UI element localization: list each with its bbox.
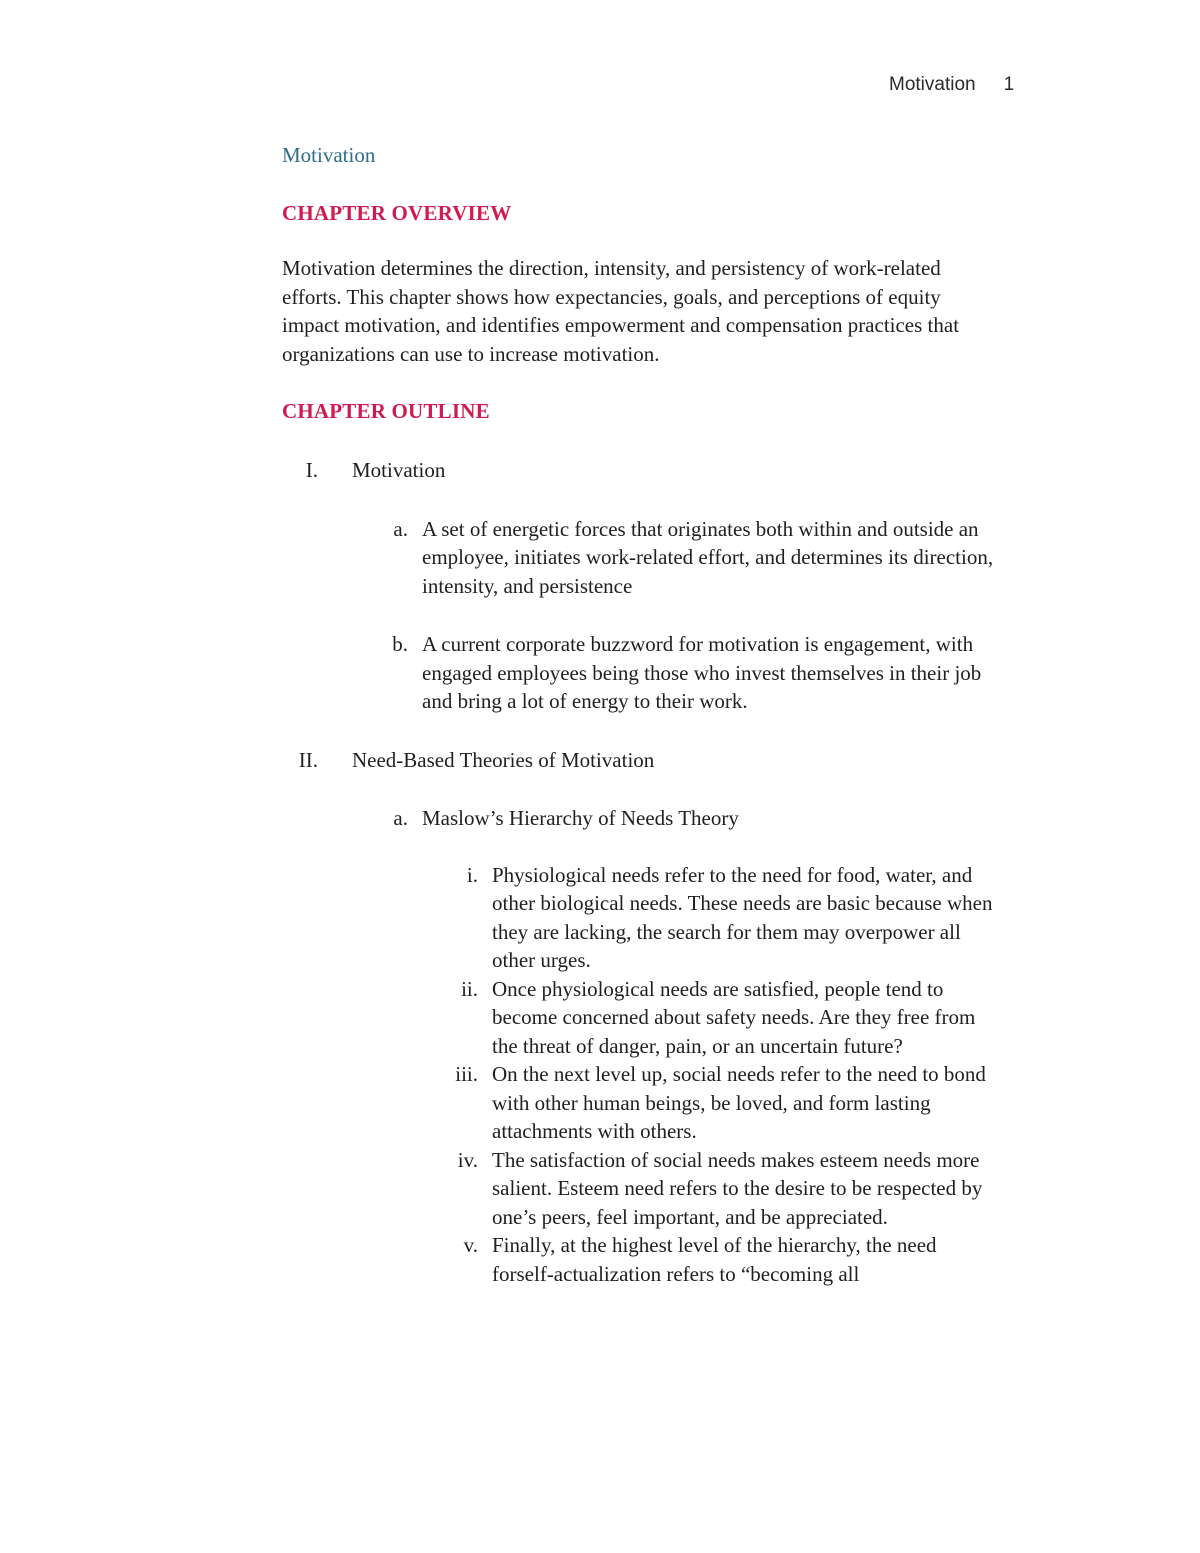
- overview-heading: CHAPTER OVERVIEW: [282, 201, 512, 225]
- detail-item: [455, 1060, 1002, 1146]
- detail-marker: v.: [463, 1233, 478, 1257]
- subpoint-marker: a.: [393, 516, 408, 541]
- subpoint-text: A current corporate buzzword for motivation is engagement, with engaged employees being those who invest themselves in their job and bring a lot of energy to their work.: [422, 632, 982, 713]
- outline-section: [282, 456, 1002, 716]
- overview-paragraph: Motivation determines the direction, intensity, and persistency of work-related efforts. This chapter shows how expectancies, goals, and perceptions of equity impact motivation, and identifies empowerment and compensation practices that organizations can use to increase motivation.: [282, 256, 960, 366]
- detail-text: Physiological needs refer to the need for food, water, and other biological needs. These needs are basic because when they are lacking, the search for them may overpower all other urges.: [492, 862, 993, 972]
- document-title: Motivation: [282, 143, 376, 167]
- outline-section: [282, 746, 1002, 1289]
- page-number: 1: [1003, 74, 1015, 95]
- detail-marker: iv.: [457, 1147, 478, 1172]
- section-title: Need-Based Theories of Motivation: [352, 747, 655, 772]
- subpoint-marker: b.: [392, 632, 408, 656]
- subpoint-list: [352, 515, 1002, 716]
- subpoint-list: [352, 804, 1002, 1288]
- subpoint-marker: a.: [393, 806, 408, 830]
- detail-item: [463, 1231, 1002, 1288]
- running-title: Motivation: [889, 74, 976, 95]
- detail-marker: i.: [466, 862, 478, 887]
- detail-item: [457, 1146, 1002, 1232]
- section-title: Motivation: [352, 458, 446, 482]
- detail-text: Finally, at the highest level of the hierarchy, the need forself-actualization refers to “becoming all: [492, 1233, 937, 1286]
- subpoint-text: Maslow’s Hierarchy of Needs Theory: [422, 806, 739, 830]
- page-header: [889, 74, 1014, 96]
- detail-marker: iii.: [455, 1062, 478, 1086]
- detail-list: [422, 861, 1002, 1289]
- detail-text: Once physiological needs are satisfied, people tend to become concerned about safety needs. Are they free from the threat of danger, pain, or an uncertain future?: [492, 976, 976, 1058]
- subpoint: [393, 804, 1002, 1288]
- document-body: [282, 138, 1002, 1288]
- detail-item: [466, 861, 1002, 975]
- subpoint: [392, 630, 1002, 716]
- subpoint-text: A set of energetic forces that originates both within and outside an employee, initiates work-related effort, and determines its direction, intensity, and persistence: [422, 516, 994, 598]
- detail-text: On the next level up, social needs refer to the need to bond with other human beings, be loved, and form lasting attachments with others.: [492, 1062, 986, 1143]
- detail-text: The satisfaction of social needs makes esteem needs more salient. Esteem need refers to the desire to be respected by one’s peers, feel important, and be appreciated.: [492, 1147, 983, 1229]
- detail-marker: ii.: [461, 976, 478, 1001]
- chapter-outline: [282, 456, 1002, 1288]
- section-marker: I.: [305, 458, 318, 482]
- detail-item: [461, 975, 1002, 1061]
- outline-heading: CHAPTER OUTLINE: [282, 399, 490, 423]
- section-marker: II.: [298, 747, 318, 772]
- subpoint: [393, 515, 1002, 601]
